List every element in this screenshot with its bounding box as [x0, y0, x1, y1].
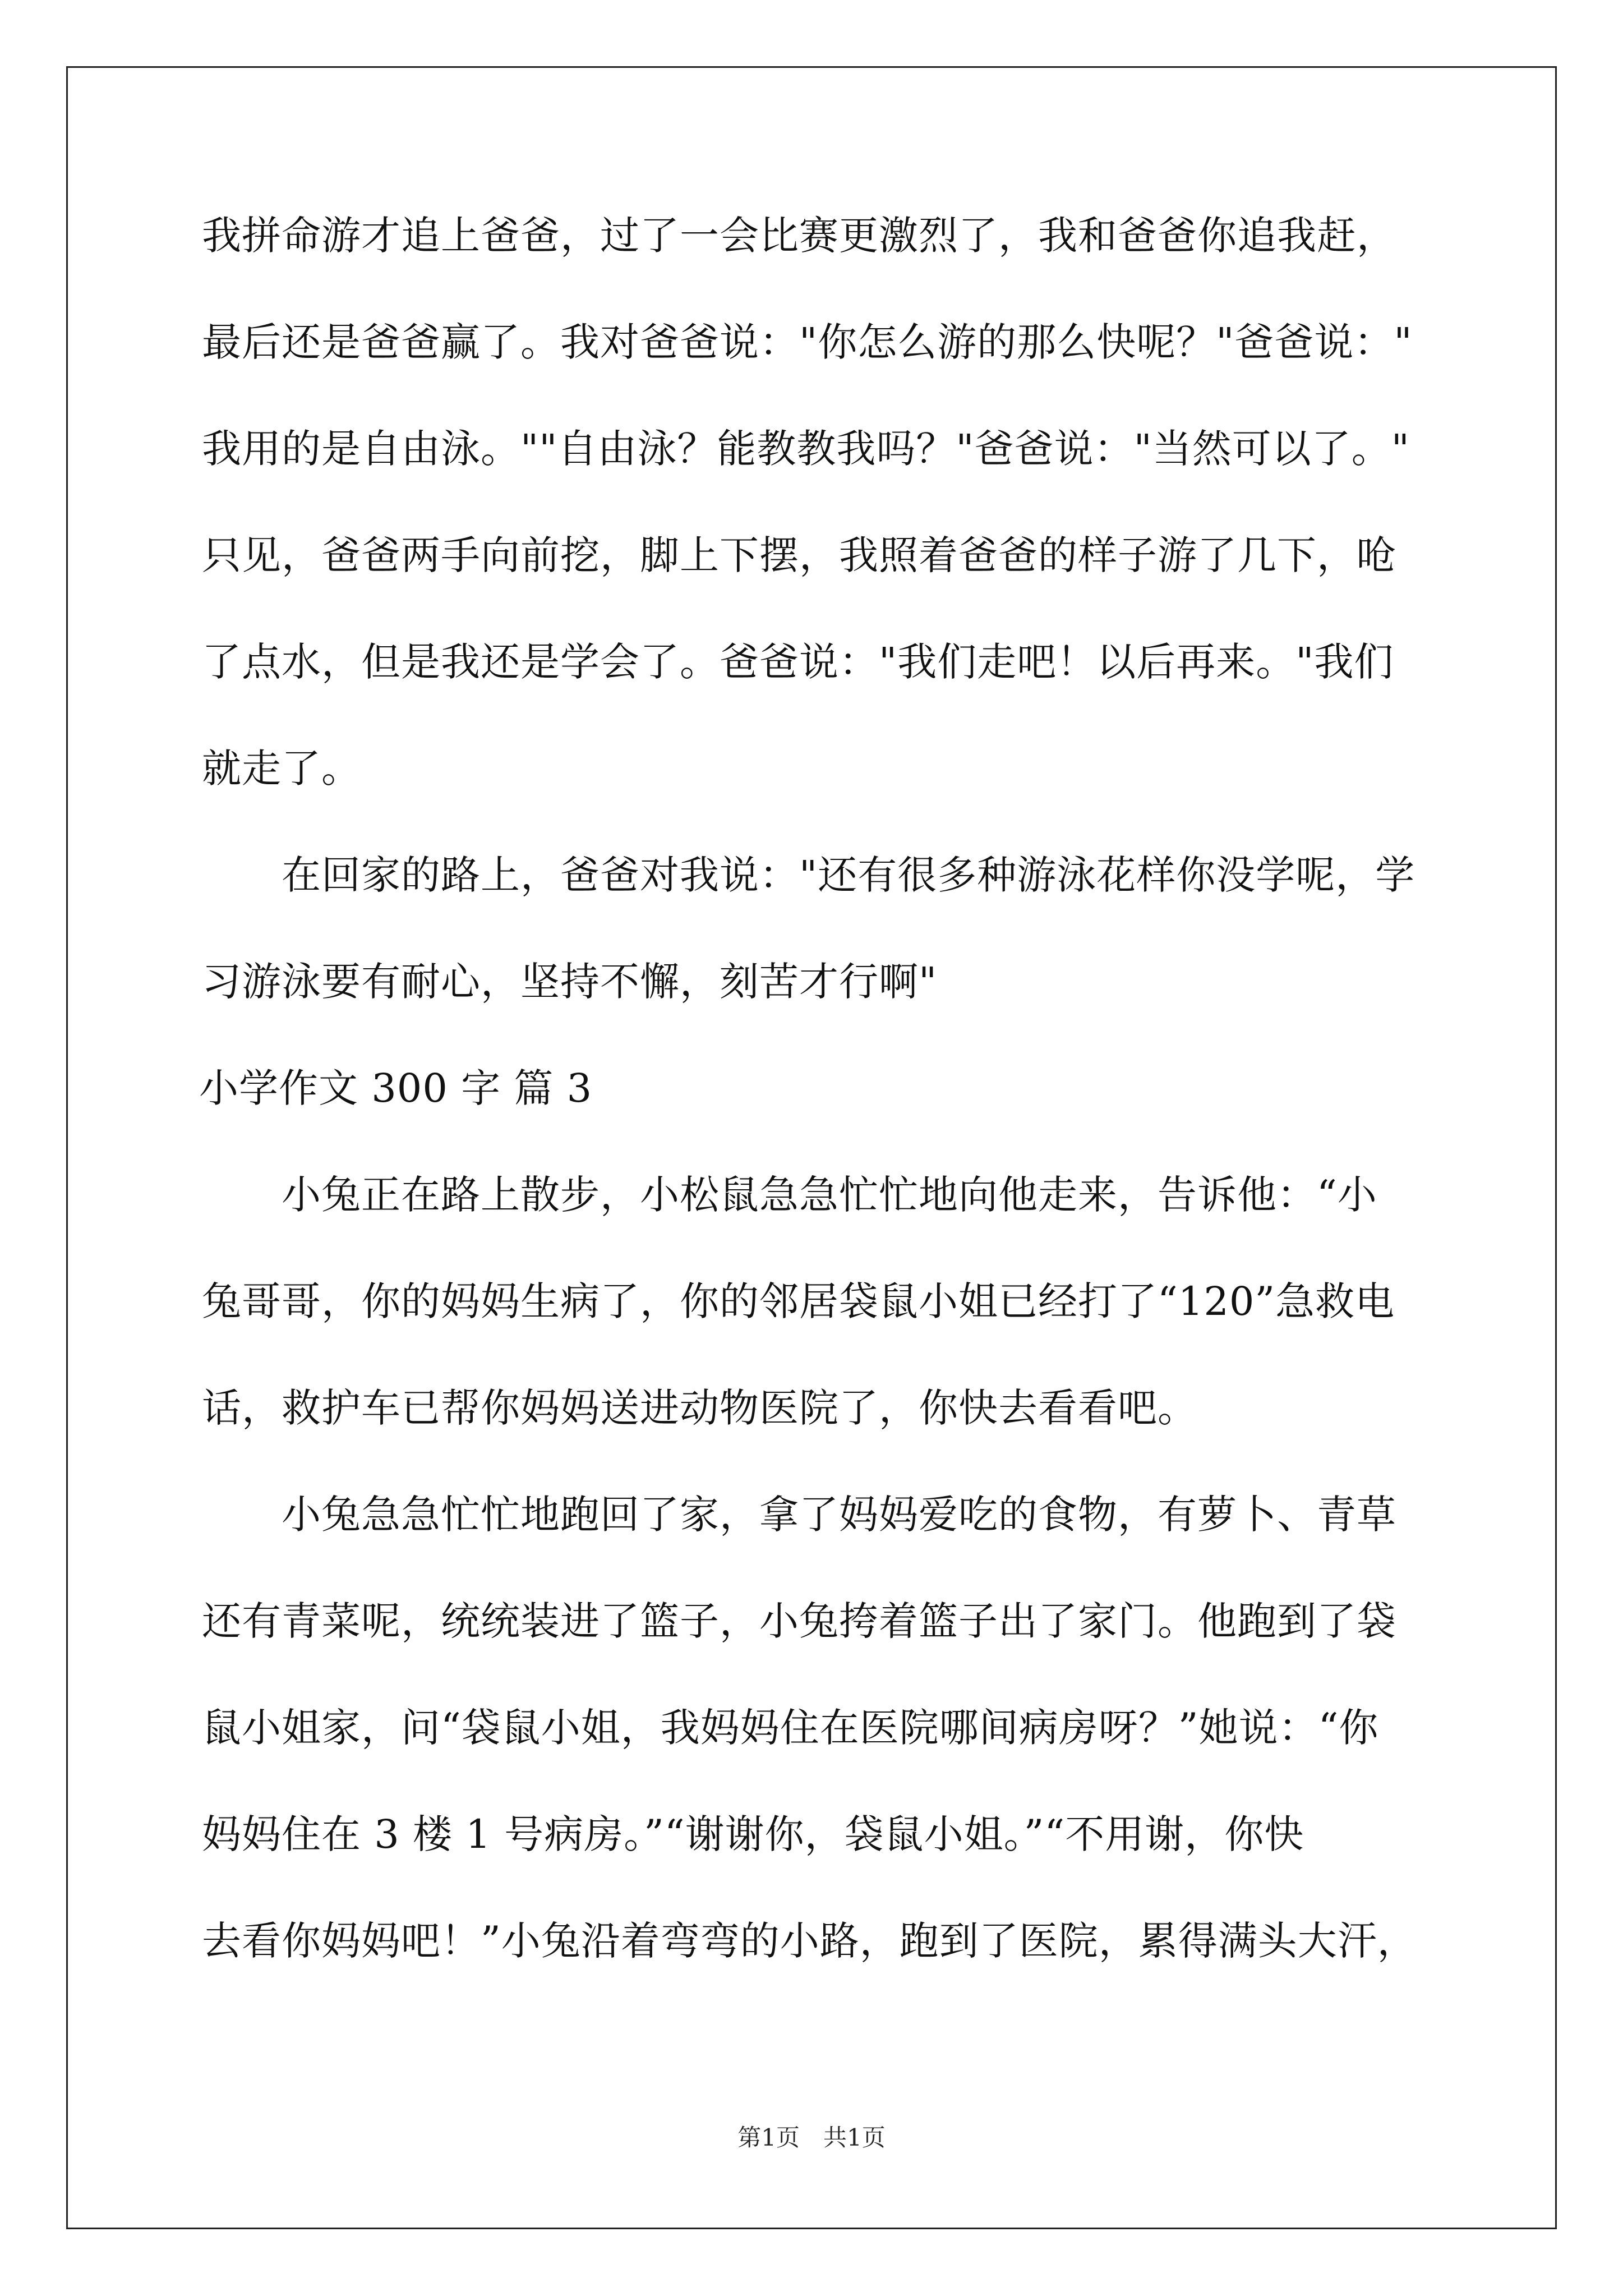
text-line: 我用的是自由泳。""自由泳？能教教我吗？"爸爸说："当然可以了。"	[202, 426, 1410, 472]
text-line: 还有青菜呢，统统装进了篮子，小兔挎着篮子出了家门。他跑到了袋	[202, 1598, 1396, 1644]
text-line: 习游泳要有耐心，坚持不懈，刻苦才行啊"	[202, 959, 938, 1005]
text-line: 小兔正在路上散步，小松鼠急急忙忙地向他走来，告诉他：“小	[202, 1172, 1377, 1218]
text-line: 只见，爸爸两手向前挖，脚上下摆，我照着爸爸的样子游了几下，呛	[202, 532, 1396, 578]
text-line: 小兔急急忙忙地跑回了家，拿了妈妈爱吃的食物，有萝卜、青草	[202, 1492, 1396, 1538]
text-line: 我拼命游才追上爸爸，过了一会比赛更激烈了，我和爸爸你追我赶，	[202, 213, 1396, 259]
page-footer: 第1页 共1页	[737, 2124, 886, 2151]
text-line: 最后还是爸爸赢了。我对爸爸说："你怎么游的那么快呢？"爸爸说："	[202, 319, 1413, 365]
document-body	[199, 213, 1436, 2025]
text-line: 在回家的路上，爸爸对我说："还有很多种游泳花样你没学呢，学	[202, 852, 1415, 898]
text-line: 妈妈住在 3 楼 1 号病房。”“谢谢你，袋鼠小姐。”“不用谢，你快	[202, 1811, 1304, 1857]
text-line: 话，救护车已帮你妈妈送进动物医院了，你快去看看吧。	[202, 1385, 1197, 1431]
text-line: 就走了。	[202, 746, 361, 792]
text-line: 兔哥哥，你的妈妈生病了，你的邻居袋鼠小姐已经打了“120”急救电	[202, 1278, 1395, 1324]
text-line: 去看你妈妈吧！”小兔沿着弯弯的小路，跑到了医院，累得满头大汗，	[202, 1918, 1417, 1964]
section-heading: 小学作文 300 字 篇 3	[199, 1065, 593, 1111]
text-line: 鼠小姐家，问“袋鼠小姐，我妈妈住在医院哪间病房呀？”她说：“你	[202, 1705, 1379, 1751]
text-line: 了点水，但是我还是学会了。爸爸说："我们走吧！以后再来。"我们	[202, 639, 1394, 685]
